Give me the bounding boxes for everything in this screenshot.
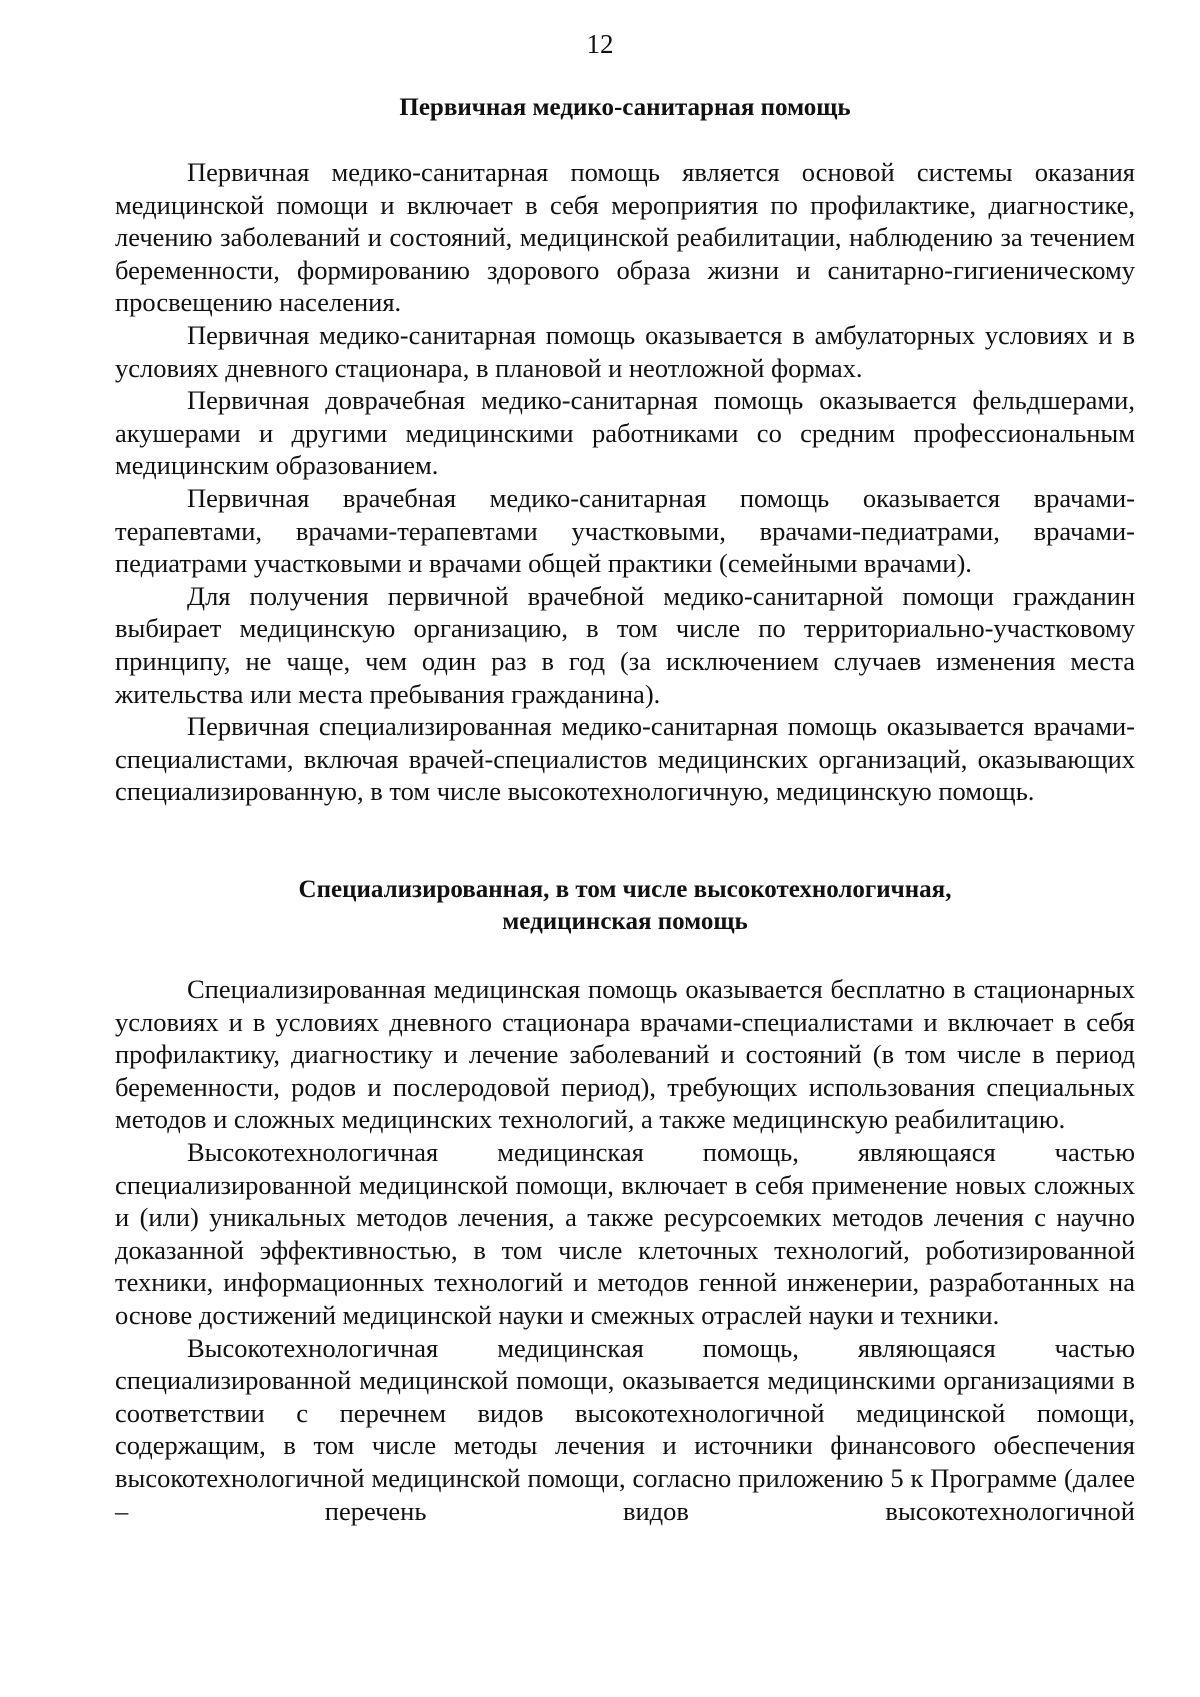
paragraph: Высокотехнологичная медицинская помощь, являющаяся частью специализированной медицинской помощи, оказывается медицинскими организациями в соответствии с перечнем видов высокотехнологичной медицинской помощи, содержащим, в том числе методы лечения и источники финансового обеспечения высокотехнологичной медицинской помощи, согласно приложению 5 к Программе (далее – перечень видов высокотехнологичной — [115, 1332, 1135, 1526]
section-heading-primary-care: Первичная медико-санитарная помощь — [399, 94, 851, 121]
paragraph: Высокотехнологичная медицинская помощь, являющаяся частью специализированной медицинской помощи, включает в себя применение новых сложных и (или) уникальных методов лечения, а также ресурсоемких методов лечения с научно доказанной эффективностью, в том числе клеточных технологий, роботизированной техники, информационных технологий и методов генной инженерии, разработанных на основе достижений медицинской науки и смежных отраслей науки и техники. — [115, 1136, 1135, 1330]
paragraph: Первичная медико-санитарная помощь является основой системы оказания медицинской помощи и включает в себя мероприятия по профилактике, диагностике, лечению заболеваний и состояний, медицинской реабилитации, наблюдению за течением беременности, формированию здорового образа жизни и санитарно-гигиеническому просвещению населения. — [115, 157, 1135, 318]
section-heading-specialized-care — [115, 874, 1135, 938]
paragraph: Первичная специализированная медико-санитарная помощь оказывается врачами-специалистами, включая врачей-специалистов медицинских организаций, оказывающих специализированную, в том числе высокотехнологичную, медицинскую помощь. — [115, 711, 1135, 807]
section-primary-care — [115, 156, 1135, 808]
paragraph: Специализированная медицинская помощь оказывается бесплатно в стационарных условиях и в условиях дневного стационара врачами-специалистами и включает в себя профилактику, диагностику и лечение заболеваний и состояний (в том числе в период беременности, родов и послеродовой период), требующих использования специальных методов и сложных медицинских технологий, а также медицинскую реабилитацию. — [115, 974, 1135, 1135]
section-specialized-care — [115, 973, 1135, 1527]
section-heading-line: медицинская помощь — [502, 908, 748, 935]
section-heading-line: Специализированная, в том числе высокотехнологичная, — [298, 876, 952, 903]
paragraph: Первичная медико-санитарная помощь оказывается в амбулаторных условиях и в условиях дневного стационара, в плановой и неотложной формах. — [115, 319, 1135, 383]
paragraph: Первичная врачебная медико-санитарная помощь оказывается врачами-терапевтами, врачами-терапевтами участковыми, врачами-педиатрами, врачами-педиатрами участковыми и врачами общей практики (семейными врачами). — [115, 482, 1135, 579]
page-number: 12 — [586, 29, 614, 59]
paragraph: Для получения первичной врачебной медико-санитарной помощи гражданин выбирает медицинскую организацию, в том числе по территориально-участковому принципу, не чаще, чем один раз в год (за исключением случаев изменения места жительства или места пребывания гражданина). — [115, 580, 1135, 709]
paragraph: Первичная доврачебная медико-санитарная помощь оказывается фельдшерами, акушерами и другими медицинскими работниками со средним профессиональным медицинским образованием. — [115, 385, 1135, 481]
